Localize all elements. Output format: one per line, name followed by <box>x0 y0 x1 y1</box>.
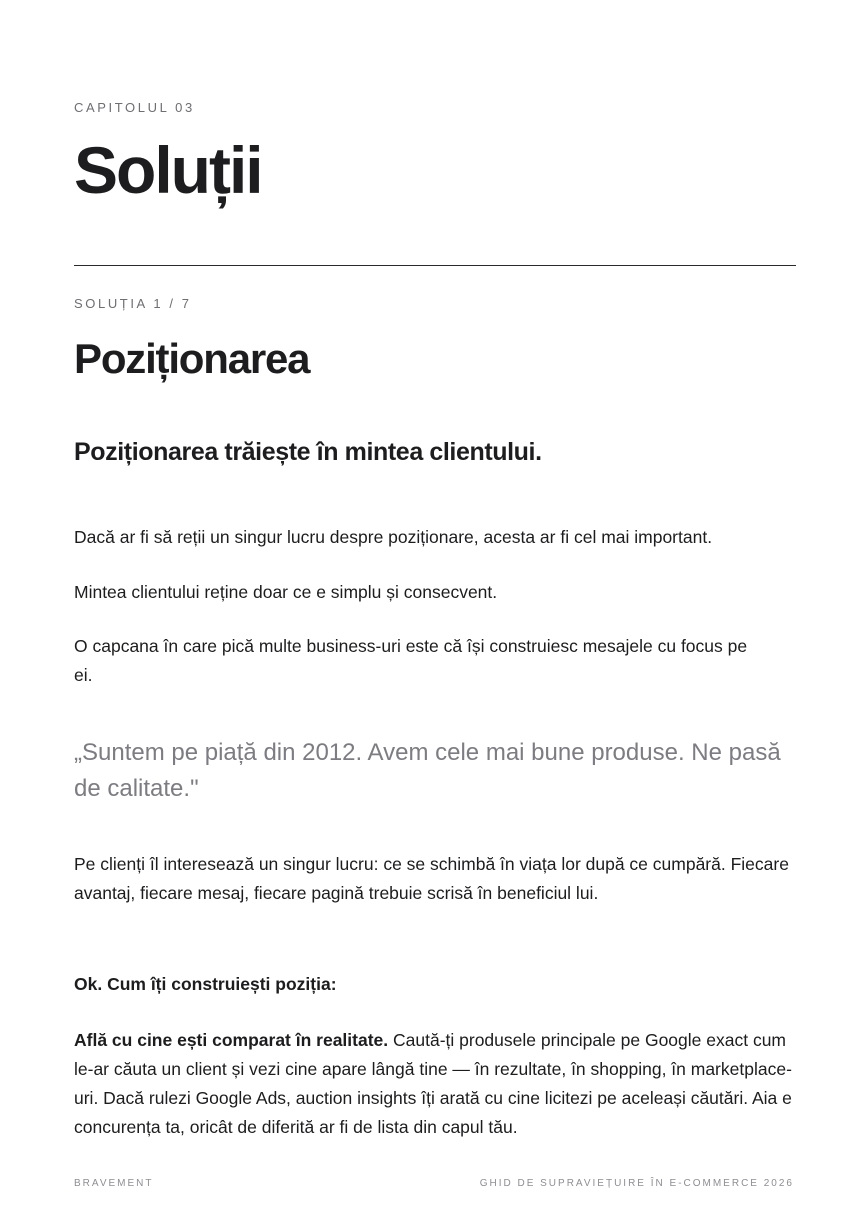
footer-title: GHID DE SUPRAVIEȚUIRE ÎN E-COMMERCE 2026 <box>479 1178 794 1189</box>
step-bold-lead: Află cu cine ești comparat în realitate. <box>74 1030 389 1050</box>
paragraph-2: Mintea clientului reține doar ce e simplu și consecvent. <box>74 582 498 602</box>
step-paragraph <box>74 1026 796 1142</box>
section-divider <box>74 265 796 266</box>
step-body-text: Caută-ți produsele principale pe Google exact cum le-ar căuta un client și vezi cine apare lângă tine — în rezultate, în shopping, în marketplace-uri. Dacă rulezi Google Ads, auction insights îți arată cu cine licitezi pe aceleași căutări. Aia e concurența ta, oricât de diferită ar fi de lista din capul tău. <box>74 1030 792 1137</box>
solution-subheading: Poziționarea trăiește în mintea clientului. <box>74 438 542 466</box>
chapter-title: Soluții <box>74 133 262 207</box>
paragraph-3: O capcana în care pică multe business-uri este că își construiesc mesajele cu focus pe ei. <box>74 636 748 685</box>
chapter-label: CAPITOLUL 03 <box>74 100 195 115</box>
document-page <box>74 0 796 1228</box>
pull-quote: „Suntem pe piață din 2012. Avem cele mai bune produse. Ne pasă de calitate." <box>74 739 781 802</box>
solution-label: SOLUȚIA 1 / 7 <box>74 296 192 311</box>
how-to-heading: Ok. Cum îți construiești poziția: <box>74 974 337 994</box>
paragraph-1: Dacă ar fi să reții un singur lucru despre poziționare, acesta ar fi cel mai important. <box>74 527 713 547</box>
footer-brand: BRAVEMENT <box>74 1178 154 1189</box>
solution-title: Poziționarea <box>74 335 310 382</box>
paragraph-after-quote: Pe clienți îl interesează un singur lucru: ce se schimbă în viața lor după ce cumpără. Fiecare avantaj, fiecare mesaj, fiecare pagină trebuie scrisă în beneficiul lui. <box>74 854 789 903</box>
